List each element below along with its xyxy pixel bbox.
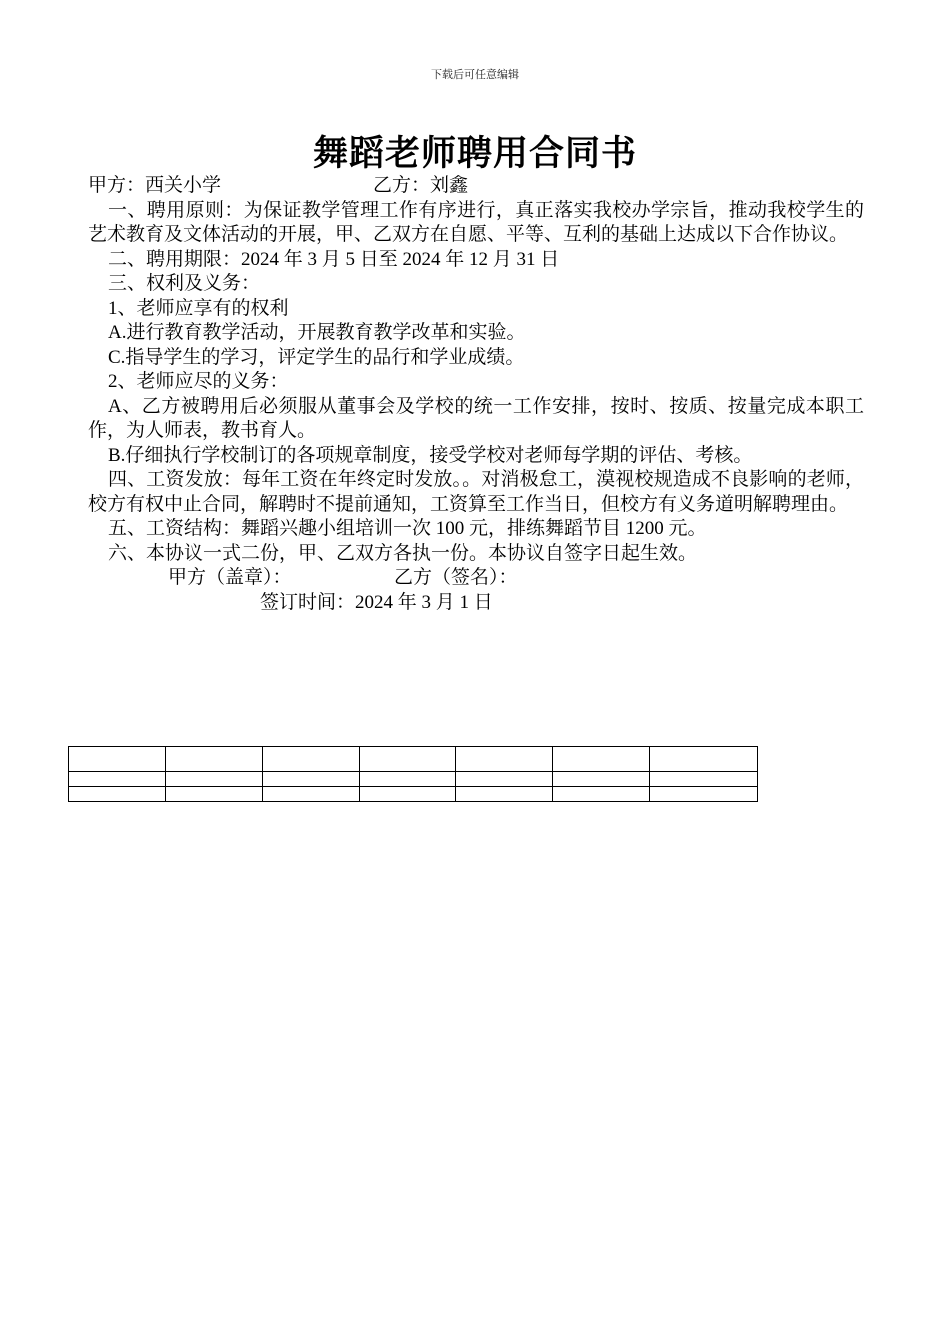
signed-date: 签订时间：2024 年 3 月 1 日 xyxy=(260,591,493,613)
rights-heading: 1、老师应享有的权利 xyxy=(108,297,289,319)
clause-principle: 一、聘用原则：为保证教学管理工作有序进行，真正落实我校办学宗旨，推动我校学生的艺术教育及文体活动的开展，甲、乙双方在自愿、平等、互利的基础上达成以下合作协议。 xyxy=(88,199,864,245)
table-cell xyxy=(456,787,553,802)
table-cell xyxy=(69,787,166,802)
duties-heading: 2、老师应尽的义务： xyxy=(108,371,289,392)
table-cell xyxy=(359,747,456,772)
right-item-c: C.指导学生的学习，评定学生的品行和学业成绩。 xyxy=(108,346,525,368)
parties-row xyxy=(88,174,864,199)
party-a-seal-label: 甲方（盖章）： xyxy=(168,567,292,588)
table-cell xyxy=(165,747,262,772)
party-a: 甲方：西关小学 xyxy=(88,175,222,196)
signature-row xyxy=(88,566,864,591)
party-b-sign-label: 乙方（签名）： xyxy=(394,567,518,588)
blank-table xyxy=(68,746,758,802)
table-cell xyxy=(650,787,758,802)
clause-payment: 四、工资发放：每年工资在年终定时发放。。对消极怠工，漠视校规造成不良影响的老师，校方有权中止合同，解聘时不提前通知，工资算至工作当日，但校方有义务道明解聘理由。 xyxy=(88,469,864,515)
table-cell xyxy=(165,772,262,787)
table-cell xyxy=(359,772,456,787)
party-b: 乙方：刘鑫 xyxy=(373,175,469,196)
table-row xyxy=(69,747,758,772)
table-cell xyxy=(69,772,166,787)
clause-copies: 六、本协议一式二份，甲、乙双方各执一份。本协议自签字日起生效。 xyxy=(108,542,698,564)
table-cell xyxy=(69,747,166,772)
table-cell xyxy=(165,787,262,802)
table-cell xyxy=(359,787,456,802)
contract-body xyxy=(88,174,864,615)
table-cell xyxy=(456,747,553,772)
table-row xyxy=(69,787,758,802)
table-row xyxy=(69,772,758,787)
table-cell xyxy=(553,787,650,802)
right-item-a: A.进行教育教学活动，开展教育教学改革和实验。 xyxy=(108,322,526,343)
duty-item-a: A、乙方被聘用后必须服从董事会及学校的统一工作安排，按时、按质、按量完成本职工作，为人师表，教书育人。 xyxy=(88,395,864,441)
header-note: 下载后可任意编辑 xyxy=(431,69,519,81)
clause-rights-duties: 三、权利及义务： xyxy=(108,273,261,294)
table-cell xyxy=(262,772,359,787)
table-cell xyxy=(553,747,650,772)
table-cell xyxy=(456,772,553,787)
clause-salary-structure: 五、工资结构：舞蹈兴趣小组培训一次 100 元，排练舞蹈节目 1200 元。 xyxy=(108,518,707,539)
table-cell xyxy=(650,772,758,787)
clause-term: 二、聘用期限：2024 年 3 月 5 日至 2024 年 12 月 31 日 xyxy=(108,248,560,270)
duty-item-b: B.仔细执行学校制订的各项规章制度，接受学校对老师每学期的评估、考核。 xyxy=(108,444,753,466)
table-cell xyxy=(262,747,359,772)
table-cell xyxy=(262,787,359,802)
table-cell xyxy=(553,772,650,787)
document-title: 舞蹈老师聘用合同书 xyxy=(312,134,637,173)
table-cell xyxy=(650,747,758,772)
